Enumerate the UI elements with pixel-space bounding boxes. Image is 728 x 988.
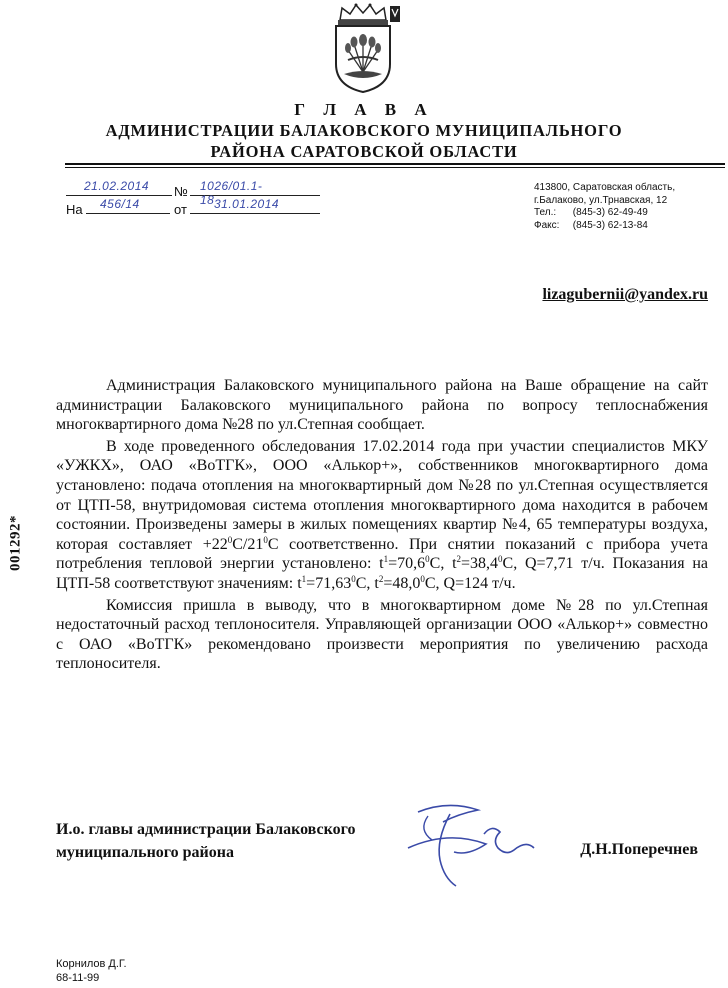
address-line-2: г.Балаково, ул.Трнавская, 12 [534, 194, 668, 206]
reference-date: 31.01.2014 [214, 197, 280, 211]
signatory-position: И.о. главы администрации Балаковского муниципального района [56, 821, 356, 861]
address-block [534, 182, 675, 232]
letter-body [56, 376, 708, 676]
signatory-name: Д.Н.Поперечнев [580, 841, 698, 858]
header-rule-thin [65, 167, 725, 168]
header-line-2: АДМИНИСТРАЦИИ БАЛАКОВСКОГО МУНИЦИПАЛЬНОГО [105, 121, 623, 140]
address-line-1: 413800, Саратовская область, [534, 182, 676, 193]
reply-to-label: На [66, 202, 83, 217]
from-label: от [174, 202, 187, 217]
outgoing-number: 1026/01.1-18 [200, 179, 263, 207]
handwritten-signature [388, 800, 548, 890]
header-rule [65, 163, 725, 165]
executor-name: Корнилов Д.Г. [56, 958, 127, 970]
recipient-email[interactable]: lizagubernii@yandex.ru [542, 286, 708, 303]
coat-of-arms-emblem [318, 2, 408, 94]
phone-line: Тел.: (845-3) 62-49-49 [534, 207, 648, 219]
header-line-3: РАЙОНА САРАТОВСКОЙ ОБЛАСТИ [210, 142, 518, 161]
outgoing-date: 21.02.2014 [84, 179, 150, 193]
stamp-number: 001292* [7, 515, 24, 571]
executor-info [56, 957, 127, 985]
fax-line: Факс: (845-3) 62-13-84 [534, 219, 648, 231]
paragraph-1: Администрация Балаковского муниципального района на Ваше обращение на сайт администрации Балаковского муниципального района по вопросу теплоснабжения многоквартирного дома №28 по ул.Степная сообщает. [56, 377, 708, 434]
number-label: № [174, 184, 188, 199]
reference-number: 456/14 [100, 197, 140, 211]
executor-phone: 68-11-99 [56, 972, 100, 984]
registration-stamp [8, 488, 24, 598]
paragraph-3: Комиссия пришла в выводу, что в многоквартирном доме №28 по ул.Степная недостаточный расход теплоносителя. Управляющей организации ООО «Алькор+» совместно с ОАО «ВоТГК» рекомендовано произвести мероприятия по увеличению расхода теплоносителя. [56, 596, 708, 673]
header-title: Г Л А В А [294, 100, 434, 119]
paragraph-2: В ходе проведенного обследования 17.02.2014 года при участии специалистов МКУ «УЖКХ», ОАО «ВоТГК», ООО «Алькор+», собственников многоквартирного дома установлено: подача отопления на многоквартирный дом №28 по ул.Степная осуществляется от ЦТП-58, внутридомовая система отопления многоквартирного дома находится в рабочем состоянии. Произведены замеры в жилых помещениях квартир №4, 65 температуры воздуха, которая составляет $+22^0С/21^0С$ соответственно. При снятии показаний с прибора учета потребления тепловой энергии установлено: $t^1=70,6^0С$, $t^2=38,4^0С$, Q=7,71 т/ч. Показания на ЦТП-58 соответствуют значениям: $t^1=71,63^0С$, $t^2=48,0^0С$, Q=124 т/ч. [56, 437, 708, 592]
